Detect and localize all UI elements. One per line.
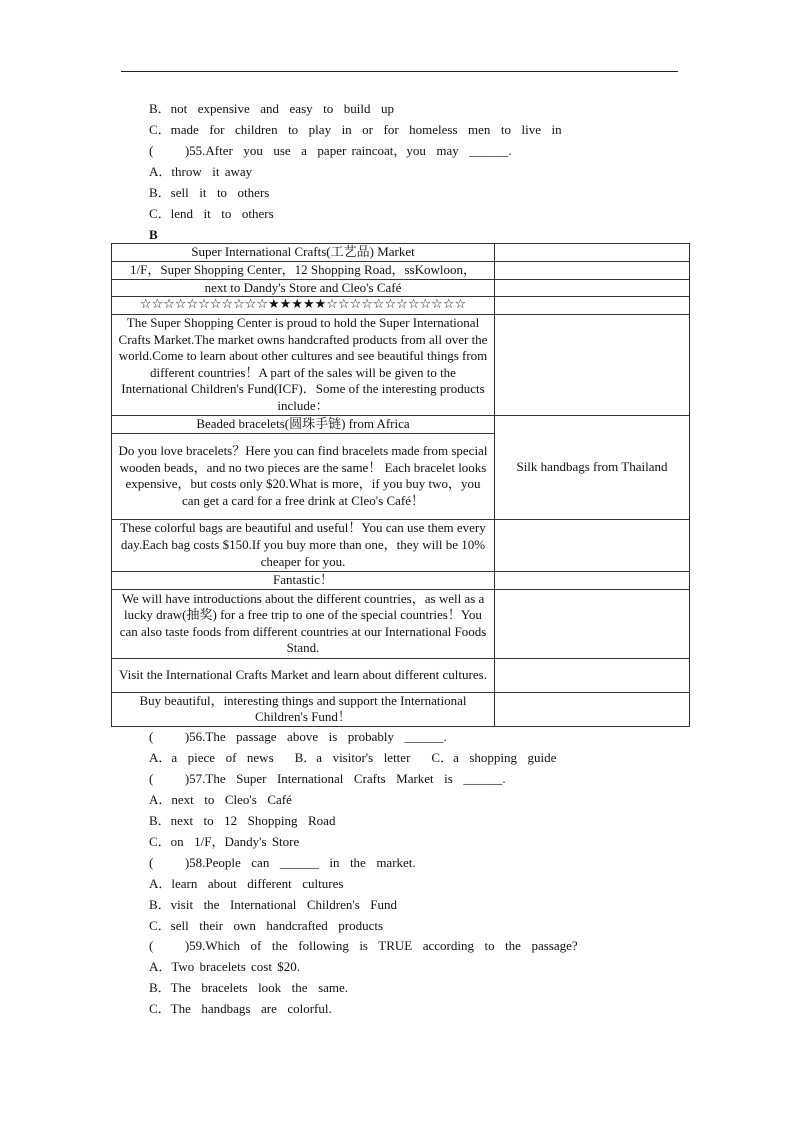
question-line: ( )56.The passage above is probably ______. [149, 729, 447, 744]
closing-line-2: Buy beautiful，interesting things and support the International Children's Fund！ [112, 692, 495, 726]
ad-address-line-1: 1/F，Super Shopping Center，12 Shopping Road，ssKowloon， [112, 262, 495, 280]
bracelets-heading: Beaded bracelets(圆珠手链) from Africa [112, 415, 495, 433]
option-line: B．visit the International Children's Fund [149, 897, 397, 912]
fantastic-heading: Fantastic！ [112, 571, 495, 589]
question-line: ( )55.After you use a paper raincoat，you may ______. [149, 143, 512, 158]
option-line: C．on 1/F，Dandy's Store [149, 834, 300, 849]
star-divider: ☆☆☆☆☆☆☆☆☆☆☆★★★★★☆☆☆☆☆☆☆☆☆☆☆☆ [112, 297, 495, 315]
ad-title: Super International Crafts(工艺品) Market [112, 244, 495, 262]
option-line: C．lend it to others [149, 206, 274, 221]
option-line: C．sell their own handcrafted products [149, 918, 384, 933]
empty-cell [495, 571, 690, 589]
question-line: ( )57.The Super International Crafts Market is ______. [149, 771, 506, 786]
option-line: B．not expensive and easy to build up [149, 101, 394, 116]
header-rule [121, 71, 678, 72]
option-line: A．a piece of news B．a visitor's letter C．a shopping guide [149, 750, 557, 765]
fantastic-paragraph: We will have introductions about the different countries，as well as a lucky draw(抽奖) for a free trip to one of the special countries！You can also taste foods from different countries at our International Foods Stand. [112, 589, 495, 658]
option-line: A．next to Cleo's Café [149, 792, 292, 807]
option-line: B．The bracelets look the same. [149, 980, 349, 995]
ad-intro-paragraph: The Super Shopping Center is proud to hold the Super International Crafts Market.The market owns handcrafted products from all over the world.Come to learn about other cultures and see beautiful things from different countries！A part of the sales will be given to the International Children's Fund(ICF)．Some of the interesting products include： [112, 314, 495, 415]
closing-line-1: Visit the International Crafts Market and learn about different cultures. [112, 658, 495, 692]
empty-cell [495, 262, 690, 280]
empty-cell [495, 279, 690, 297]
handbags-heading: Silk handbags from Thailand [495, 415, 690, 519]
option-line: A．throw it away [149, 164, 253, 179]
option-line: C．The handbags are colorful. [149, 1001, 332, 1016]
question-line: ( )58.People can ______ in the market. [149, 855, 416, 870]
empty-cell [495, 314, 690, 415]
handbags-paragraph: These colorful bags are beautiful and useful！You can use them every day.Each bag costs $150.If you buy more than one，they will be 10% cheaper for you. [112, 519, 495, 571]
option-line: B．sell it to others [149, 185, 270, 200]
empty-cell [495, 244, 690, 262]
option-line: B．next to 12 Shopping Road [149, 813, 336, 828]
empty-cell [495, 589, 690, 658]
option-line: C．made for children to play in or for homeless men to live in [149, 122, 562, 137]
bracelets-paragraph: Do you love bracelets？Here you can find bracelets made from special wooden beads，and no two pieces are the same！ Each bracelet looks expensive，but costs only $20.What is more，if you buy two，you can get a card for a free drink at Cleo's Café！ [112, 433, 495, 519]
empty-cell [495, 519, 690, 571]
empty-cell [495, 297, 690, 315]
option-line: A．learn about different cultures [149, 876, 344, 891]
empty-cell [495, 692, 690, 726]
section-label: B [149, 227, 158, 242]
ad-address-line-2: next to Dandy's Store and Cleo's Café [112, 279, 495, 297]
empty-cell [495, 658, 690, 692]
advertisement-table [111, 243, 690, 727]
option-line: A．Two bracelets cost $20. [149, 959, 300, 974]
question-line: ( )59.Which of the following is TRUE according to the passage? [149, 938, 578, 953]
